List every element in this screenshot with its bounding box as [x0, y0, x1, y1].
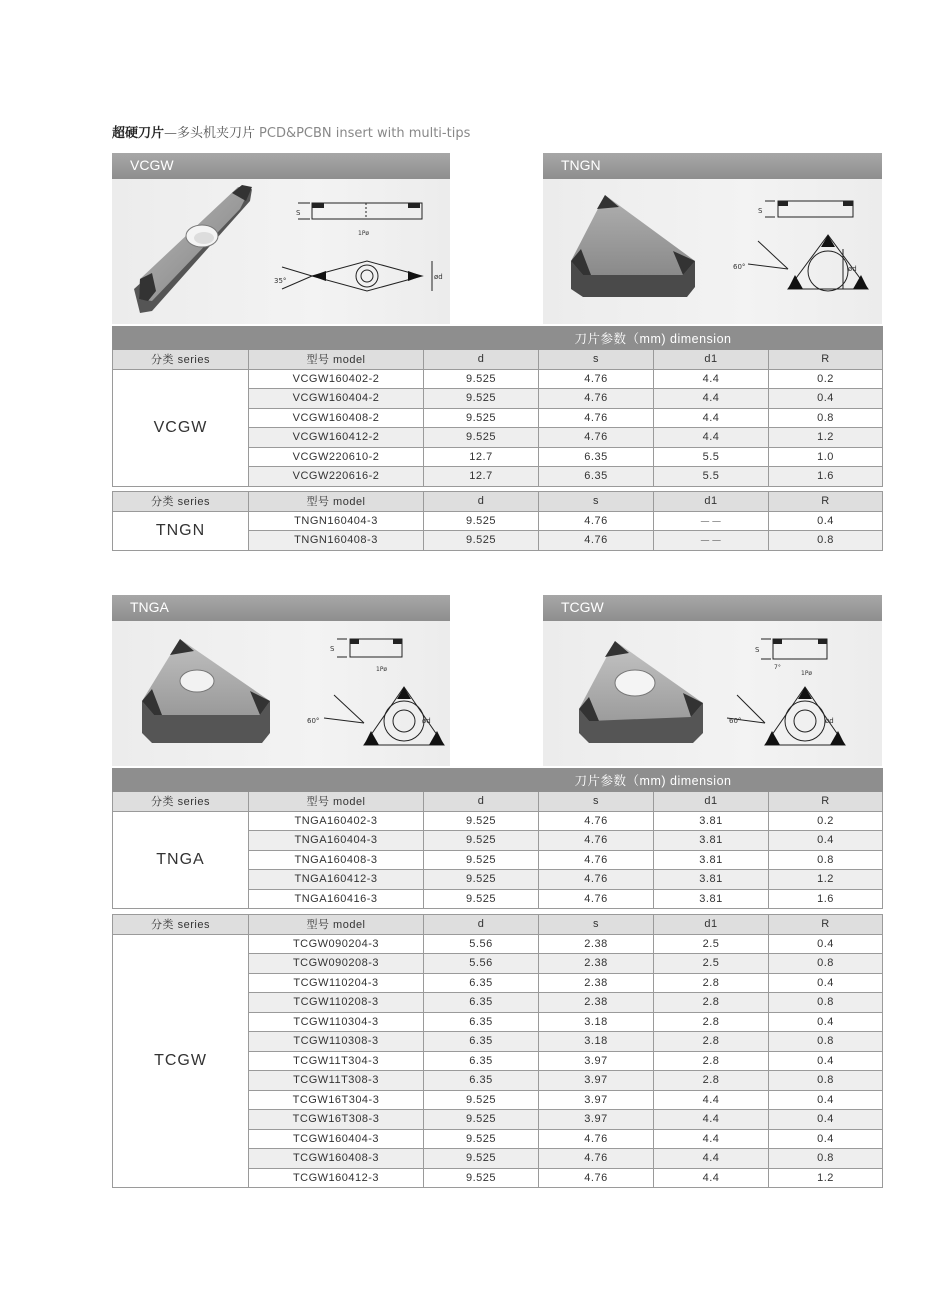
- r-header: R: [769, 492, 883, 512]
- model-cell: TNGA160412-3: [249, 870, 424, 890]
- tnga-angle-label: 60°: [307, 717, 320, 725]
- table-row: [113, 511, 883, 531]
- header-blank: [113, 327, 249, 350]
- d1-cell: 3.81: [654, 889, 769, 909]
- model-cell: TCGW110208-3: [249, 993, 424, 1013]
- page-title: [112, 122, 470, 141]
- vcgw-d1-label: 1Pø: [358, 230, 370, 237]
- d-header: d: [424, 792, 539, 812]
- tnga-spec-table: [112, 768, 883, 909]
- d1-cell: 4.4: [654, 389, 769, 409]
- s-cell: 3.97: [539, 1051, 654, 1071]
- model-header: 型号 model: [249, 792, 424, 812]
- r-cell: 0.8: [769, 993, 883, 1013]
- r-cell: 0.8: [769, 1149, 883, 1169]
- d1-cell: 5.5: [654, 467, 769, 487]
- d1-header: d1: [654, 792, 769, 812]
- band-tcgw: [543, 595, 882, 621]
- model-cell: TCGW11T304-3: [249, 1051, 424, 1071]
- table-row: [113, 369, 883, 389]
- dimension-header-row: [113, 769, 883, 792]
- s-cell: 6.35: [539, 447, 654, 467]
- d-header: d: [424, 915, 539, 935]
- r-cell: 0.2: [769, 811, 883, 831]
- s-cell: 3.97: [539, 1110, 654, 1130]
- d1-cell: 4.4: [654, 1168, 769, 1188]
- tnga-d1-label: 1Pø: [376, 666, 388, 673]
- model-cell: TNGA160416-3: [249, 889, 424, 909]
- d1-cell: 5.5: [654, 447, 769, 467]
- band-vcgw-label: VCGW: [130, 157, 174, 173]
- series-cell: VCGW: [113, 369, 249, 486]
- d1-cell: 4.4: [654, 428, 769, 448]
- d1-cell: 2.8: [654, 973, 769, 993]
- d1-cell: 3.81: [654, 811, 769, 831]
- tnga-insert-image: [112, 621, 450, 766]
- model-cell: TNGA160408-3: [249, 850, 424, 870]
- model-cell: TCGW160404-3: [249, 1129, 424, 1149]
- d-cell: 9.525: [424, 889, 539, 909]
- r-cell: 0.4: [769, 1012, 883, 1032]
- r-cell: 0.4: [769, 1129, 883, 1149]
- d-header: d: [424, 350, 539, 370]
- tnga-d-label: ød: [422, 717, 431, 725]
- tngn-angle-label: 60°: [733, 263, 746, 271]
- r-cell: 0.8: [769, 531, 883, 551]
- d-cell: 6.35: [424, 1051, 539, 1071]
- s-cell: 4.76: [539, 531, 654, 551]
- vcgw-d-label: ød: [434, 273, 443, 281]
- s-cell: 4.76: [539, 811, 654, 831]
- model-cell: TCGW16T304-3: [249, 1090, 424, 1110]
- r-cell: 1.6: [769, 467, 883, 487]
- s-cell: 4.76: [539, 389, 654, 409]
- s-cell: 4.76: [539, 850, 654, 870]
- r-cell: 0.8: [769, 850, 883, 870]
- tcgw-insert-image: [543, 621, 882, 766]
- r-cell: 0.4: [769, 831, 883, 851]
- s-header: s: [539, 492, 654, 512]
- series-header: 分类 series: [113, 492, 249, 512]
- d1-cell: 4.4: [654, 1129, 769, 1149]
- s-header: s: [539, 915, 654, 935]
- title-cn: 超硬刀片: [112, 126, 165, 141]
- d-cell: 6.35: [424, 1071, 539, 1091]
- r-cell: 0.4: [769, 511, 883, 531]
- d1-cell: 2.5: [654, 954, 769, 974]
- tngn-insert-image: [543, 179, 882, 324]
- header-blank: [113, 769, 249, 792]
- d1-cell: 3.81: [654, 831, 769, 851]
- model-cell: TCGW160412-3: [249, 1168, 424, 1188]
- tngn-illustration: [543, 179, 882, 324]
- table-row: [113, 811, 883, 831]
- model-header: 型号 model: [249, 492, 424, 512]
- tnga-illustration: [112, 621, 450, 766]
- model-cell: VCGW160402-2: [249, 369, 424, 389]
- d-cell: 9.525: [424, 811, 539, 831]
- d1-header: d1: [654, 915, 769, 935]
- series-header: 分类 series: [113, 915, 249, 935]
- tcgw-angle7-label: 7°: [774, 664, 781, 671]
- vcgw-illustration: [112, 179, 450, 324]
- s-cell: 4.76: [539, 1129, 654, 1149]
- s-cell: 4.76: [539, 889, 654, 909]
- d-cell: 9.525: [424, 831, 539, 851]
- d1-cell: －－: [654, 531, 769, 551]
- r-cell: 0.2: [769, 369, 883, 389]
- d1-cell: 2.8: [654, 1012, 769, 1032]
- d1-cell: 4.4: [654, 369, 769, 389]
- r-cell: 0.4: [769, 934, 883, 954]
- s-cell: 4.76: [539, 870, 654, 890]
- s-cell: 4.76: [539, 369, 654, 389]
- r-header: R: [769, 915, 883, 935]
- d1-cell: 4.4: [654, 1110, 769, 1130]
- d1-cell: 2.8: [654, 993, 769, 1013]
- d-cell: 5.56: [424, 954, 539, 974]
- d-cell: 9.525: [424, 389, 539, 409]
- tngn-spec-table: [112, 491, 883, 551]
- header-blank: [249, 769, 424, 792]
- d-cell: 9.525: [424, 1090, 539, 1110]
- s-cell: 6.35: [539, 467, 654, 487]
- model-cell: TNGN160408-3: [249, 531, 424, 551]
- d-cell: 9.525: [424, 1168, 539, 1188]
- d1-cell: 4.4: [654, 408, 769, 428]
- d1-cell: 2.8: [654, 1032, 769, 1052]
- vcgw-angle-label: 35°: [274, 277, 287, 285]
- r-cell: 1.6: [769, 889, 883, 909]
- dimension-header: 刀片参数（mm) dimension: [424, 769, 883, 792]
- d-cell: 6.35: [424, 1012, 539, 1032]
- tcgw-spec-table: [112, 914, 883, 1188]
- tcgw-d-label: ød: [825, 717, 834, 725]
- r-header: R: [769, 792, 883, 812]
- s-cell: 4.76: [539, 408, 654, 428]
- r-cell: 1.2: [769, 870, 883, 890]
- series-header: 分类 series: [113, 350, 249, 370]
- band-tnga-label: TNGA: [130, 599, 169, 615]
- model-cell: TCGW11T308-3: [249, 1071, 424, 1091]
- model-cell: TCGW110304-3: [249, 1012, 424, 1032]
- d-cell: 9.525: [424, 1129, 539, 1149]
- d-cell: 9.525: [424, 428, 539, 448]
- model-cell: TCGW160408-3: [249, 1149, 424, 1169]
- band-tnga: [112, 595, 450, 621]
- model-cell: TNGN160404-3: [249, 511, 424, 531]
- d-cell: 6.35: [424, 993, 539, 1013]
- d1-header: d1: [654, 492, 769, 512]
- column-header-row: [113, 350, 883, 370]
- r-cell: 0.8: [769, 408, 883, 428]
- r-header: R: [769, 350, 883, 370]
- table-row: [113, 934, 883, 954]
- series-cell: TNGA: [113, 811, 249, 909]
- model-cell: TNGA160404-3: [249, 831, 424, 851]
- d1-cell: 2.8: [654, 1071, 769, 1091]
- model-cell: VCGW160412-2: [249, 428, 424, 448]
- d1-cell: 3.81: [654, 850, 769, 870]
- dimension-header: 刀片参数（mm) dimension: [424, 327, 883, 350]
- model-cell: TCGW090204-3: [249, 934, 424, 954]
- model-cell: VCGW220610-2: [249, 447, 424, 467]
- d1-cell: 2.8: [654, 1051, 769, 1071]
- d1-cell: 4.4: [654, 1149, 769, 1169]
- tcgw-angle-label: 60°: [729, 717, 742, 725]
- d-cell: 6.35: [424, 1032, 539, 1052]
- model-cell: TCGW16T308-3: [249, 1110, 424, 1130]
- r-cell: 0.8: [769, 1032, 883, 1052]
- tcgw-d1-label: 1Pø: [801, 670, 813, 677]
- vcgw-spec-table: [112, 326, 883, 487]
- d1-header: d1: [654, 350, 769, 370]
- s-header: s: [539, 350, 654, 370]
- d1-cell: －－: [654, 511, 769, 531]
- series-header: 分类 series: [113, 792, 249, 812]
- model-cell: VCGW160408-2: [249, 408, 424, 428]
- s-cell: 4.76: [539, 428, 654, 448]
- s-cell: 3.18: [539, 1032, 654, 1052]
- band-vcgw: [112, 153, 450, 179]
- model-header: 型号 model: [249, 350, 424, 370]
- model-cell: TCGW090208-3: [249, 954, 424, 974]
- s-cell: 2.38: [539, 954, 654, 974]
- band-tngn: [543, 153, 882, 179]
- column-header-row: [113, 492, 883, 512]
- title-en: PCD&PCBN insert with multi-tips: [259, 126, 471, 141]
- d-cell: 6.35: [424, 973, 539, 993]
- tngn-d-label: ød: [848, 265, 857, 273]
- d-header: d: [424, 492, 539, 512]
- header-blank: [249, 327, 424, 350]
- d-cell: 9.525: [424, 850, 539, 870]
- d-cell: 9.525: [424, 408, 539, 428]
- column-header-row: [113, 915, 883, 935]
- d1-cell: 4.4: [654, 1090, 769, 1110]
- d-cell: 9.525: [424, 1110, 539, 1130]
- d1-cell: 2.5: [654, 934, 769, 954]
- vcgw-s-label: S: [296, 209, 301, 217]
- model-cell: TCGW110204-3: [249, 973, 424, 993]
- d-cell: 9.525: [424, 369, 539, 389]
- r-cell: 1.2: [769, 428, 883, 448]
- r-cell: 0.4: [769, 1110, 883, 1130]
- r-cell: 0.8: [769, 1071, 883, 1091]
- r-cell: 0.4: [769, 973, 883, 993]
- dimension-header-row: [113, 327, 883, 350]
- s-cell: 4.76: [539, 1168, 654, 1188]
- s-cell: 4.76: [539, 831, 654, 851]
- model-cell: TCGW110308-3: [249, 1032, 424, 1052]
- r-cell: 1.2: [769, 1168, 883, 1188]
- d-cell: 9.525: [424, 531, 539, 551]
- model-cell: VCGW160404-2: [249, 389, 424, 409]
- d-cell: 9.525: [424, 870, 539, 890]
- vcgw-insert-image: [112, 179, 450, 324]
- s-cell: 3.97: [539, 1090, 654, 1110]
- s-cell: 4.76: [539, 1149, 654, 1169]
- r-cell: 0.8: [769, 954, 883, 974]
- title-dash: —: [164, 126, 178, 141]
- s-cell: 2.38: [539, 973, 654, 993]
- d-cell: 9.525: [424, 1149, 539, 1169]
- s-cell: 2.38: [539, 993, 654, 1013]
- d-cell: 12.7: [424, 447, 539, 467]
- band-tcgw-label: TCGW: [561, 599, 604, 615]
- model-header: 型号 model: [249, 915, 424, 935]
- r-cell: 1.0: [769, 447, 883, 467]
- s-cell: 3.18: [539, 1012, 654, 1032]
- model-cell: VCGW220616-2: [249, 467, 424, 487]
- series-cell: TNGN: [113, 511, 249, 550]
- r-cell: 0.4: [769, 389, 883, 409]
- s-cell: 4.76: [539, 511, 654, 531]
- band-tngn-label: TNGN: [561, 157, 601, 173]
- r-cell: 0.4: [769, 1090, 883, 1110]
- d-cell: 5.56: [424, 934, 539, 954]
- model-cell: TNGA160402-3: [249, 811, 424, 831]
- tnga-s-label: S: [330, 645, 335, 653]
- s-cell: 3.97: [539, 1071, 654, 1091]
- series-cell: TCGW: [113, 934, 249, 1188]
- tngn-s-label: S: [758, 207, 763, 215]
- s-header: s: [539, 792, 654, 812]
- tcgw-s-label: S: [755, 646, 760, 654]
- d-cell: 12.7: [424, 467, 539, 487]
- d-cell: 9.525: [424, 511, 539, 531]
- column-header-row: [113, 792, 883, 812]
- r-cell: 0.4: [769, 1051, 883, 1071]
- title-cn-sub: 多头机夹刀片: [177, 126, 256, 141]
- tcgw-illustration: [543, 621, 882, 766]
- d1-cell: 3.81: [654, 870, 769, 890]
- s-cell: 2.38: [539, 934, 654, 954]
